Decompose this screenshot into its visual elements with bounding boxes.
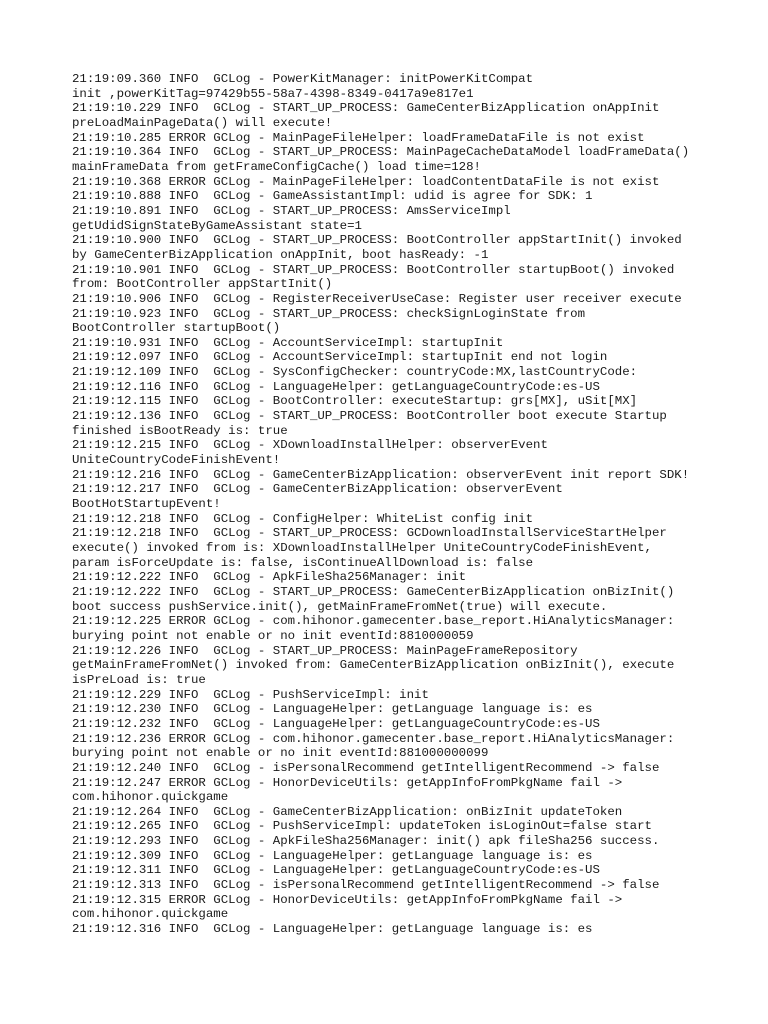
log-line: 21:19:10.891 INFO GCLog - START_UP_PROCESS: AmsServiceImpl [72, 203, 511, 218]
log-line: 21:19:12.232 INFO GCLog - LanguageHelper: getLanguageCountryCode:es-US [72, 716, 600, 731]
log-line: burying point not enable or no init eventId:881000000099 [72, 746, 489, 761]
log-line: finished isBootReady is: true [72, 423, 288, 438]
log-line: execute() invoked from is: XDownloadInstallHelper UniteCountryCodeFinishEvent, [72, 541, 652, 555]
log-line: UniteCountryCodeFinishEvent! [72, 453, 281, 468]
log-line: 21:19:12.097 INFO GCLog - AccountServiceImpl: startupInit end not login [72, 350, 608, 365]
log-line: 21:19:12.264 INFO GCLog - GameCenterBizApplication: onBizInit updateToken [72, 804, 623, 819]
log-line: 21:19:12.309 INFO GCLog - LanguageHelper: getLanguage language is: es [72, 848, 593, 863]
log-line: 21:19:12.293 INFO GCLog - ApkFileSha256Manager: init() apk fileSha256 success. [72, 834, 660, 849]
log-document [72, 72, 712, 937]
log-line: boot success pushService.init(), getMainFrameFromNet(true) will execute. [72, 599, 608, 614]
log-line: 21:19:12.229 INFO GCLog - PushServiceImpl: init [72, 687, 429, 702]
log-line: 21:19:12.316 INFO GCLog - LanguageHelper: getLanguage language is: es [72, 922, 593, 937]
log-line: 21:19:10.888 INFO GCLog - GameAssistantImpl: udid is agree for SDK: 1 [72, 189, 593, 204]
log-line: 21:19:10.900 INFO GCLog - START_UP_PROCESS: BootController appStartInit() invoked [72, 233, 682, 248]
log-line: 21:19:10.368 ERROR GCLog - MainPageFileHelper: loadContentDataFile is not exist [72, 174, 660, 189]
log-line: preLoadMainPageData() will execute! [72, 115, 333, 130]
log-line: 21:19:12.247 ERROR GCLog - HonorDeviceUtils: getAppInfoFromPkgName fail -> [72, 775, 623, 790]
log-line: 21:19:10.364 INFO GCLog - START_UP_PROCESS: MainPageCacheDataModel loadFrameData() [72, 145, 690, 160]
log-line: 21:19:12.226 INFO GCLog - START_UP_PROCESS: MainPageFrameRepository [72, 643, 578, 658]
log-line: 21:19:12.315 ERROR GCLog - HonorDeviceUtils: getAppInfoFromPkgName fail -> [72, 892, 623, 907]
log-line: isPreLoad is: true [72, 672, 206, 687]
log-line: 21:19:12.216 INFO GCLog - GameCenterBizApplication: observerEvent init report SDK! [72, 467, 690, 482]
log-line: 21:19:10.285 ERROR GCLog - MainPageFileHelper: loadFrameDataFile is not exist [72, 130, 645, 145]
log-line: getMainFrameFromNet() invoked from: GameCenterBizApplication onBizInit(), execute [72, 658, 675, 673]
log-line: by GameCenterBizApplication onAppInit, boot hasReady: -1 [72, 247, 489, 262]
log-line: param isForceUpdate is: false, isContinueAllDownload is: false [72, 555, 534, 570]
log-line: 21:19:12.265 INFO GCLog - PushServiceImpl: updateToken isLoginOut=false start [72, 819, 652, 834]
log-line: 21:19:12.218 INFO GCLog - ConfigHelper: WhiteList config init [72, 511, 534, 526]
log-line: BootController startupBoot() [72, 321, 281, 336]
log-line: 21:19:10.931 INFO GCLog - AccountServiceImpl: startupInit [72, 335, 504, 350]
log-line: 21:19:12.136 INFO GCLog - START_UP_PROCESS: BootController boot execute Startup [72, 409, 667, 424]
log-line: 21:19:12.116 INFO GCLog - LanguageHelper: getLanguageCountryCode:es-US [72, 379, 600, 394]
log-line: 21:19:12.313 INFO GCLog - isPersonalRecommend getIntelligentRecommend -> false [72, 878, 660, 893]
log-line: 21:19:10.901 INFO GCLog - START_UP_PROCESS: BootController startupBoot() invoked [72, 262, 675, 277]
log-line: 21:19:12.240 INFO GCLog - isPersonalRecommend getIntelligentRecommend -> false [72, 760, 660, 775]
log-line: 21:19:12.225 ERROR GCLog - com.hihonor.gamecenter.base_report.HiAnalyticsManager: [72, 614, 675, 629]
log-line: 21:19:12.218 INFO GCLog - START_UP_PROCESS: GCDownloadInstallServiceStartHelper [72, 526, 667, 541]
log-line: 21:19:12.217 INFO GCLog - GameCenterBizApplication: observerEvent [72, 482, 563, 497]
log-line: 21:19:10.906 INFO GCLog - RegisterReceiverUseCase: Register user receiver execute [72, 291, 682, 306]
log-line: 21:19:12.115 INFO GCLog - BootController: executeStartup: grs[MX], uSit[MX] [72, 394, 638, 409]
log-line: 21:19:12.222 INFO GCLog - START_UP_PROCESS: GameCenterBizApplication onBizInit() [72, 584, 675, 599]
log-line: 21:19:12.109 INFO GCLog - SysConfigChecker: countryCode:MX,lastCountryCode: [72, 365, 638, 380]
log-line: 21:19:12.230 INFO GCLog - LanguageHelper: getLanguage language is: es [72, 702, 593, 717]
log-line: 21:19:10.923 INFO GCLog - START_UP_PROCESS: checkSignLoginState from [72, 306, 586, 321]
log-line: burying point not enable or no init eventId:8810000059 [72, 628, 474, 643]
log-line: com.hihonor.quickgame [72, 790, 229, 805]
log-line: from: BootController appStartInit() [72, 277, 333, 292]
log-line: init ,powerKitTag=97429b55-58a7-4398-8349-0417a9e817e1 [72, 86, 474, 101]
log-line: getUdidSignStateByGameAssistant state=1 [72, 218, 362, 233]
log-line: 21:19:10.229 INFO GCLog - START_UP_PROCESS: GameCenterBizApplication onAppInit [72, 101, 660, 116]
log-line: 21:19:12.236 ERROR GCLog - com.hihonor.gamecenter.base_report.HiAnalyticsManager: [72, 731, 675, 746]
log-line: 21:19:12.222 INFO GCLog - ApkFileSha256Manager: init [72, 570, 467, 585]
log-line: 21:19:12.215 INFO GCLog - XDownloadInstallHelper: observerEvent [72, 438, 548, 453]
log-line: mainFrameData from getFrameConfigCache() load time=128! [72, 159, 481, 174]
log-line: BootHotStartupEvent! [72, 497, 221, 512]
log-line: 21:19:09.360 INFO GCLog - PowerKitManager: initPowerKitCompat [72, 72, 534, 86]
log-line: com.hihonor.quickgame [72, 907, 229, 922]
log-line: 21:19:12.311 INFO GCLog - LanguageHelper: getLanguageCountryCode:es-US [72, 863, 600, 878]
